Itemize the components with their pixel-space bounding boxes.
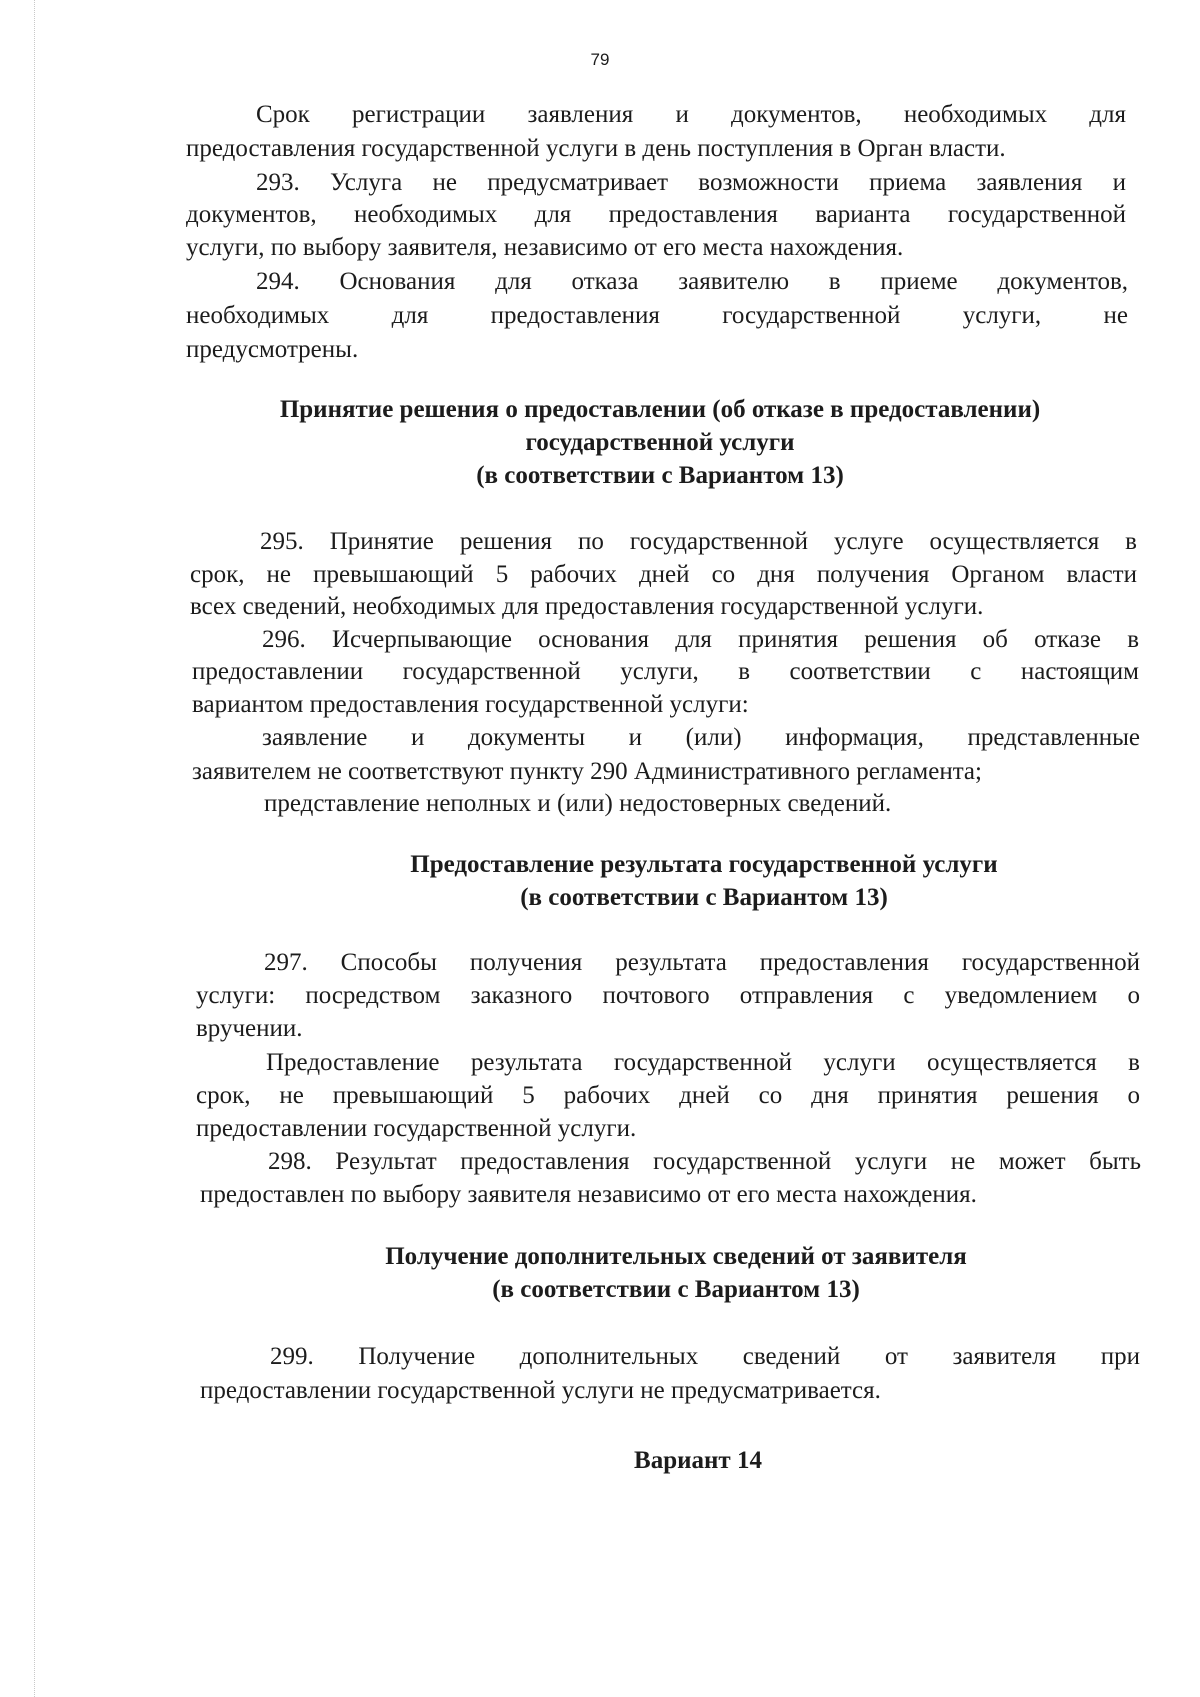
heading-line: Получение дополнительных сведений от заявителя [385,1243,967,1270]
text-line: 297. Способы получения результата предоставления государственной [264,949,1140,976]
section-heading [76,1240,1200,1306]
text-line: 298. Результат предоставления государственной услуги не может быть [268,1148,1141,1175]
heading-line: (в соответствии с Вариантом 13) [520,884,888,911]
text-line: предоставлении государственной услуги, в соответствии с настоящим [192,658,1139,685]
heading-line: (в соответствии с Вариантом 13) [492,1276,860,1303]
text-line: заявителем не соответствуют пункту 290 Административного регламента; [192,758,982,785]
text-line: услуги, по выбору заявителя, независимо от его места нахождения. [186,234,904,261]
text-line: вручении. [196,1015,303,1042]
text-line: 296. Исчерпывающие основания для принятия решения об отказе в [262,626,1139,653]
text-line: срок, не превышающий 5 рабочих дней со дня принятия решения о [196,1082,1140,1109]
text-line: Срок регистрации заявления и документов, необходимых для [256,101,1126,128]
heading-line: Вариант 14 [634,1447,762,1474]
heading-line: государственной услуги [525,429,795,456]
heading-line: Принятие решения о предоставлении (об отказе в предоставлении) [279,396,1041,423]
text-line: документов, необходимых для предоставления варианта государственной [186,201,1126,228]
text-line: предоставлении государственной услуги. [196,1115,637,1142]
text-line: 299. Получение дополнительных сведений от заявителя при [270,1343,1140,1370]
text-line: предусмотрены. [186,336,359,363]
section-heading [60,393,1200,492]
text-line: всех сведений, необходимых для предоставления государственной услуги. [190,593,984,620]
text-line: услуги: посредством заказного почтового отправления с уведомлением о [196,982,1140,1009]
heading-line: (в соответствии с Вариантом 13) [476,462,844,489]
text-line: 293. Услуга не предусматривает возможности приема заявления и [256,169,1126,196]
section-heading [104,848,1200,914]
text-line: предоставлении государственной услуги не предусматривается. [200,1377,881,1404]
variant-heading [98,1444,1200,1477]
text-line: предоставления государственной услуги в день поступления в Орган власти. [186,135,1006,162]
text-line: срок, не превышающий 5 рабочих дней со дня получения Органом власти [190,561,1137,588]
text-line: 295. Принятие решения по государственной услуге осуществляется в [260,528,1137,555]
text-line: необходимых для предоставления государственной услуги, не [186,302,1128,329]
text-line: предоставлен по выбору заявителя независимо от его места нахождения. [200,1181,977,1208]
page-number: 79 [590,50,610,69]
text-line: Предоставление результата государственной услуги осуществляется в [266,1049,1140,1076]
text-line: заявление и документы и (или) информация, представленные [262,724,1140,751]
text-line: 294. Основания для отказа заявителю в приеме документов, [256,268,1128,295]
heading-line: Предоставление результата государственной услуги [410,851,998,878]
scan-edge-line [34,0,36,1697]
text-line: представление неполных и (или) недостоверных сведений. [264,790,892,817]
text-line: вариантом предоставления государственной услуги: [192,691,749,718]
